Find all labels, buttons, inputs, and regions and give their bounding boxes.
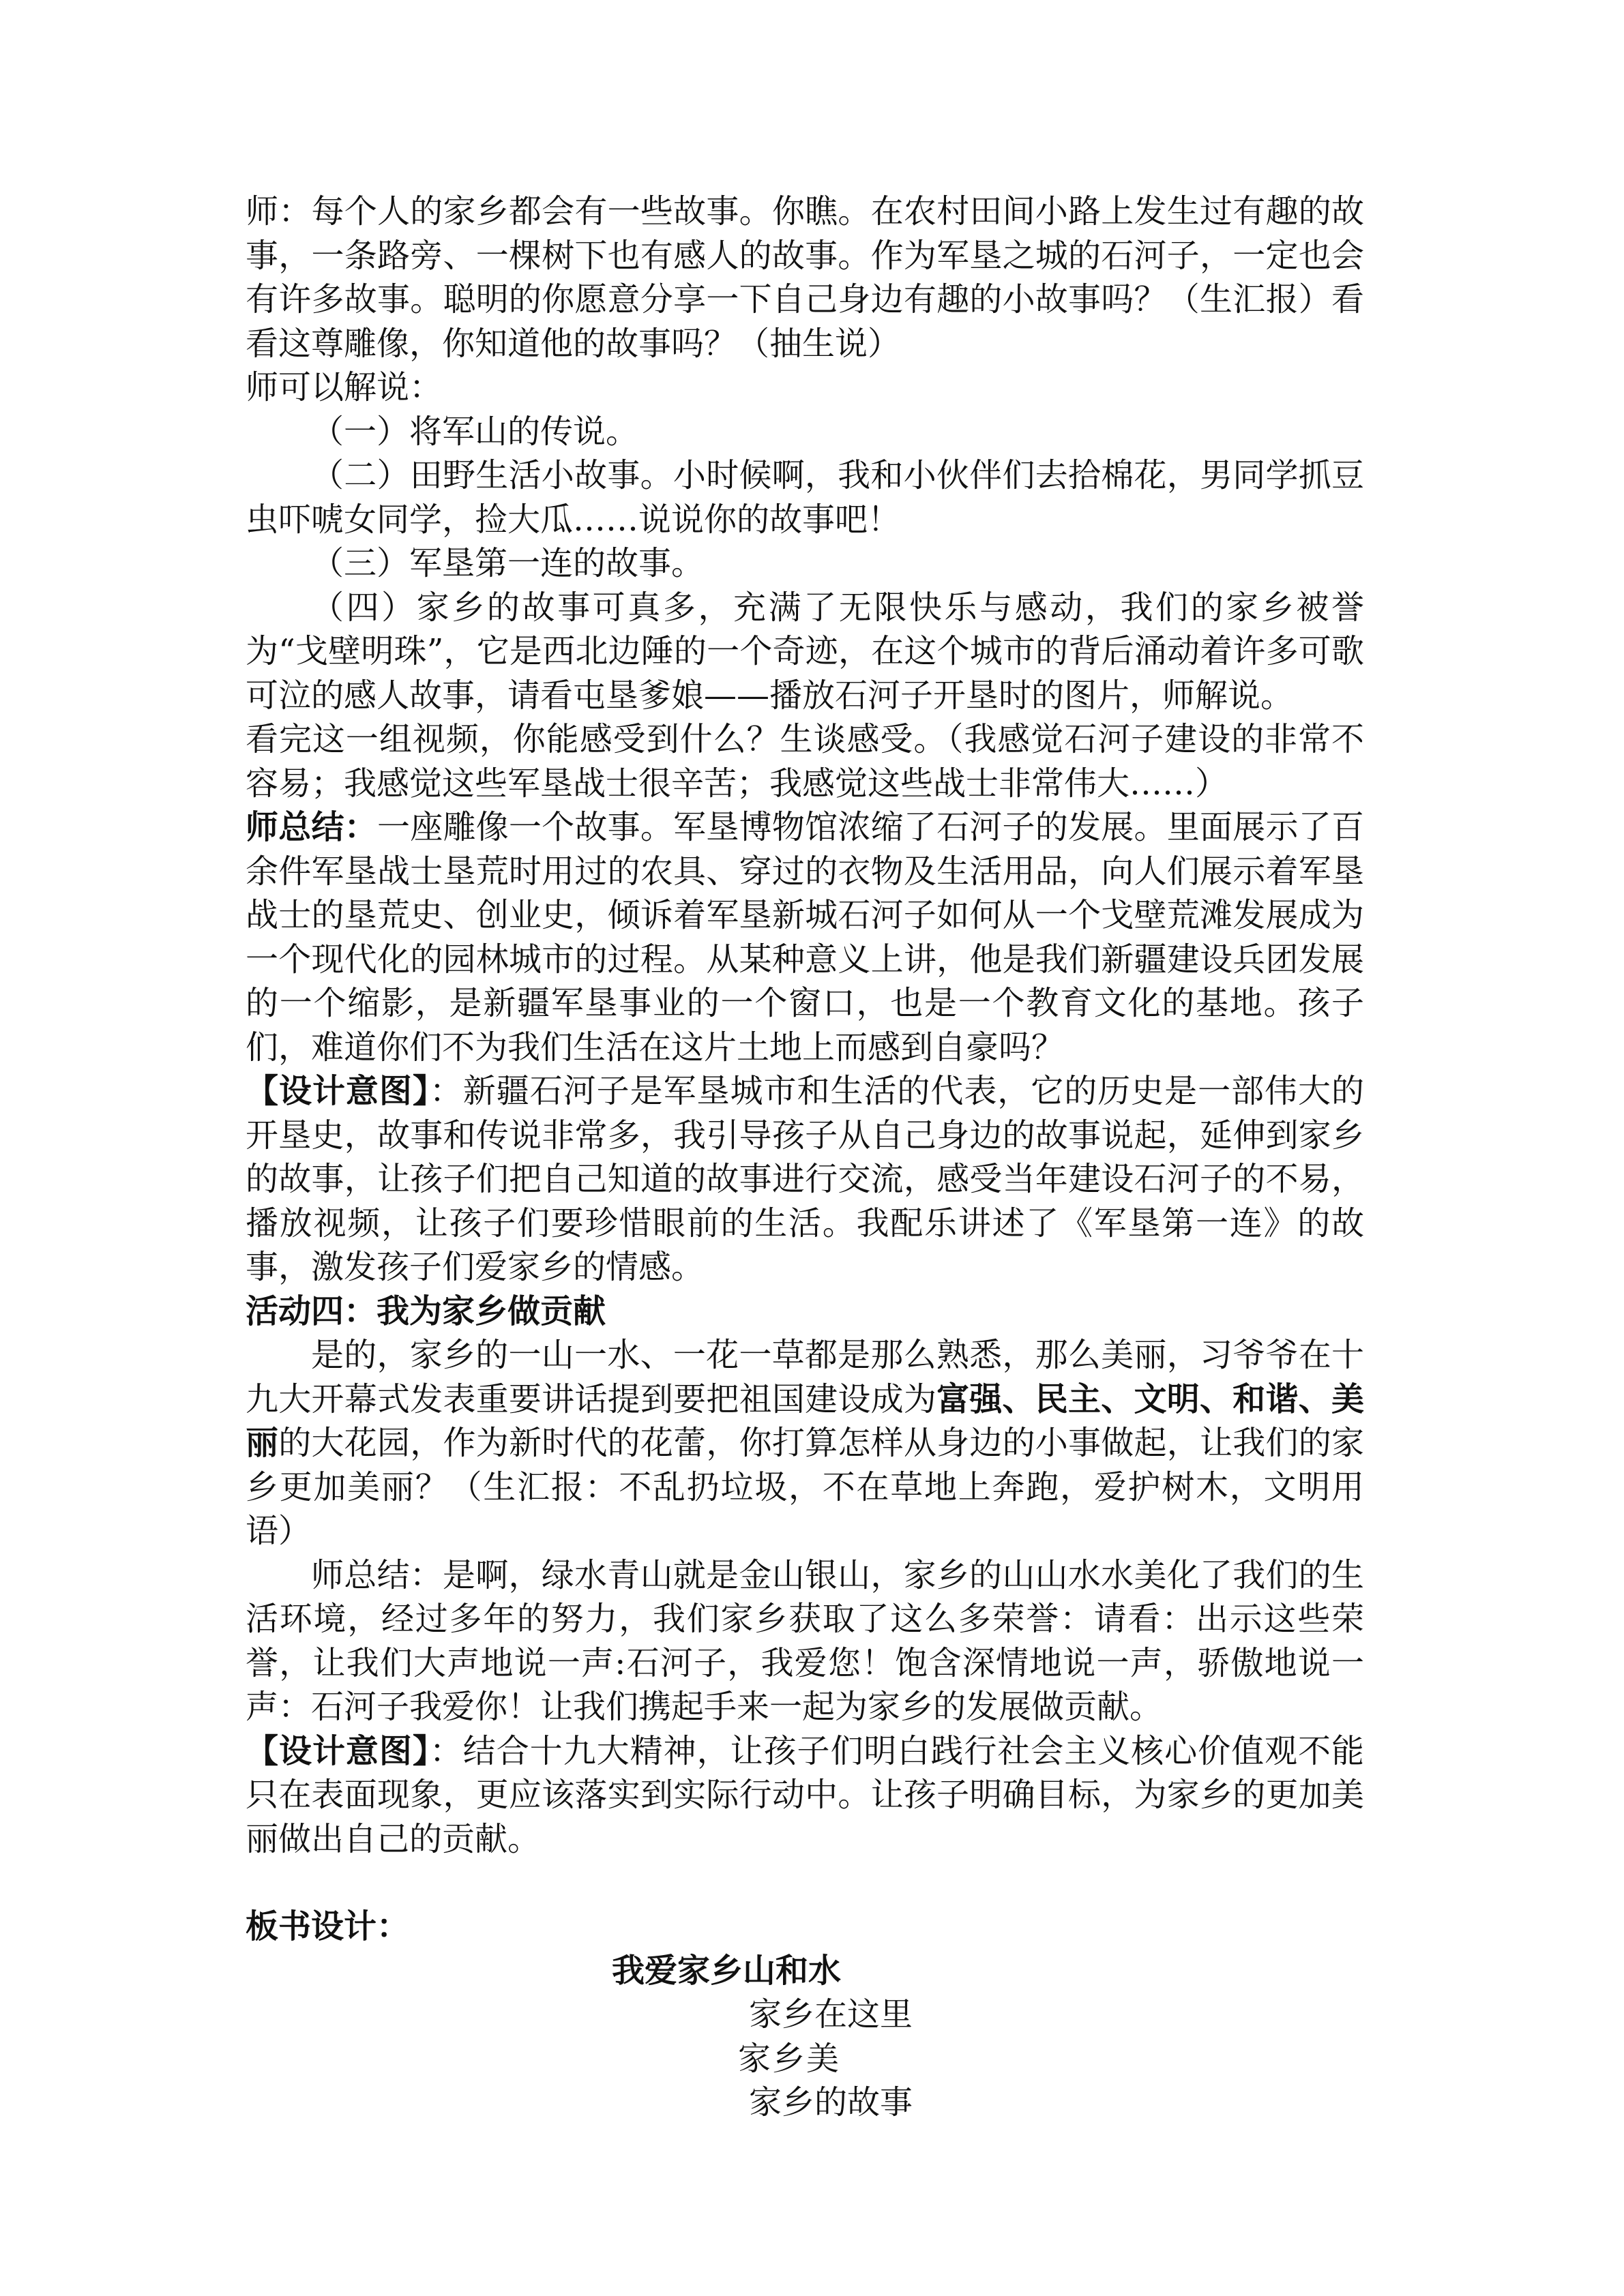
board-title: 我爱家乡山和水 (611, 1951, 841, 1990)
story-item: （三）军垦第一连的故事。 (311, 544, 705, 582)
board-line: 家乡在这里 (749, 1995, 913, 2033)
design-intent-paragraph-2 (246, 1729, 1364, 1862)
summary-label: 师总结： (246, 808, 377, 846)
story-item: （四）家乡的故事可真多，充满了无限快乐与感动，我们的家乡被誉为“戈壁明珠”，它是西北边陲的一个奇迹，在这个城市的背后涌动着许多可歌可泣的感人故事，请看屯垦爹娘——播放石河子开垦时的图片，师解说。 (246, 588, 1364, 715)
intro-paragraph: 师：每个人的家乡都会有一些故事。你瞧。在农村田间小路上发生过有趣的故事，一条路旁、一棵树下也有感人的故事。作为军垦之城的石河子，一定也会有许多故事。聪明的你愿意分享一下自己身边有趣的小故事吗？（生汇报）看看这尊雕像，你知道他的故事吗？（抽生说） (246, 192, 1364, 363)
core-values-text: 富强、民主、文明、和谐、美丽 (246, 1380, 1364, 1462)
design-intent-label: 【设计意图】 (246, 1731, 430, 1770)
story-item: （一）将军山的传说。 (311, 412, 639, 451)
board-line: 家乡的故事 (749, 2083, 913, 2121)
design-intent-text: ：新疆石河子是军垦城市和生活的代表，它的历史是一部伟大的开垦史，故事和传说非常多，我引导孩子从自己身边的故事说起，延伸到家乡的故事，让孩子们把自己知道的故事进行交流，感受当年建设石河子的不易，播放视频，让孩子们要珍惜眼前的生活。我配乐讲述了《军垦第一连》的故事，激发孩子们爱家乡的情感。 (246, 1072, 1364, 1286)
activity-four-title: 活动四：我为家乡做贡献 (246, 1292, 606, 1330)
board-line: 家乡美 (738, 2039, 841, 2078)
after-video-paragraph: 看完这一组视频，你能感受到什么？生谈感受。（我感觉石河子建设的非常不容易；我感觉这些军垦战士很辛苦；我感觉这些战士非常伟大……） (246, 720, 1364, 803)
activity-text: 是的，家乡的一山一水、一花一草都是那么熟悉，那么美丽，习爷爷在十九大开幕式发表重要讲话提到要把祖国建设成为 (246, 1336, 1364, 1418)
activity-four-summary: 师总结：是啊，绿水青山就是金山银山，家乡的山山水水美化了我们的生活环境，经过多年的努力，我们家乡获取了这么多荣誉：请看：出示这些荣誉，让我们大声地说一声:石河子，我爱您！饱含深情地说一声，骄傲地说一声：石河子我爱你！让我们携起手来一起为家乡的发展做贡献。 (246, 1555, 1364, 1726)
explain-label: 师可以解说： (246, 368, 443, 406)
spacer (246, 1861, 1364, 1905)
document-page (246, 190, 1364, 2125)
design-intent-paragraph (246, 1069, 1364, 1289)
summary-text: 一座雕像一个故事。军垦博物馆浓缩了石河子的发展。里面展示了百余件军垦战士垦荒时用过的农具、穿过的衣物及生活用品，向人们展示着军垦战士的垦荒史、创业史，倾诉着军垦新城石河子如何从一个戈壁荒滩发展成为一个现代化的园林城市的过程。从某种意义上讲，他是我们新疆建设兵团发展的一个缩影，是新疆军垦事业的一个窗口，也是一个教育文化的基地。孩子们，难道你们不为我们生活在这片土地上而感到自豪吗？ (246, 808, 1364, 1067)
activity-text: 的大花园，作为新时代的花蕾，你打算怎样从身边的小事做起，让我们的家乡更加美丽？（生汇报：不乱扔垃圾，不在草地上奔跑，爱护树木，文明用语） (246, 1424, 1364, 1550)
teacher-summary-paragraph (246, 805, 1364, 1069)
activity-four-paragraph (246, 1333, 1364, 1553)
design-intent-label: 【设计意图】 (246, 1072, 430, 1110)
story-item: （二）田野生活小故事。小时候啊，我和小伙伴们去拾棉花，男同学抓豆虫吓唬女同学，捡大瓜……说说你的故事吧！ (246, 456, 1364, 539)
design-intent-text: ：结合十九大精神，让孩子们明白践行社会主义核心价值观不能只在表面现象，更应该落实到实际行动中。让孩子明确目标，为家乡的更加美丽做出自己的贡献。 (246, 1731, 1364, 1858)
board-design-label: 板书设计： (246, 1907, 410, 1945)
